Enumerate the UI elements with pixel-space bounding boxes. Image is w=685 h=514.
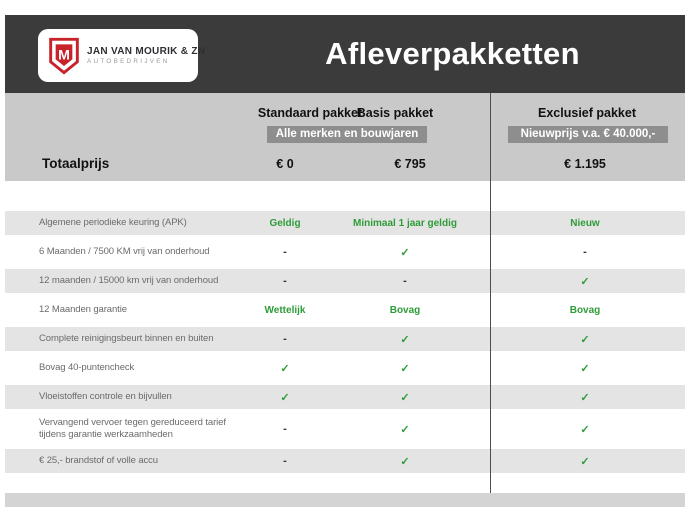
column-header-exclusief: Exclusief pakket — [538, 106, 636, 120]
dealer-logo — [38, 29, 206, 82]
total-price-basis: € 795 — [394, 157, 426, 171]
cell-basis: Bovag — [389, 304, 421, 316]
cell-standaard: - — [283, 246, 287, 258]
cell-basis: ✓ — [400, 333, 410, 346]
cell-standaard: - — [283, 275, 287, 287]
feature-table — [5, 181, 685, 493]
cell-exclusief: ✓ — [580, 333, 590, 346]
table-row — [5, 211, 685, 235]
dealer-logo-text — [87, 46, 205, 66]
table-row — [5, 327, 685, 351]
cell-basis: ✓ — [400, 362, 410, 375]
table-row — [5, 414, 685, 444]
feature-label: 6 Maanden / 7500 KM vrij van onderhoud — [39, 246, 210, 258]
feature-label: Vervangend vervoer tegen gereduceerd tarief tijdens garantie werkzaamheden — [39, 417, 226, 440]
cell-exclusief: ✓ — [580, 391, 590, 404]
column-header-standaard: Standaard pakket — [257, 106, 363, 120]
cell-exclusief: - — [583, 246, 587, 258]
table-row — [5, 298, 685, 322]
table-row — [5, 356, 685, 380]
column-divider — [490, 93, 491, 493]
feature-label: € 25,- brandstof of volle accu — [39, 455, 158, 467]
feature-label: Complete reinigingsbeurt binnen en buiten — [39, 333, 214, 345]
cell-basis: ✓ — [400, 423, 410, 436]
cell-exclusief: ✓ — [580, 362, 590, 375]
cell-basis: - — [403, 275, 407, 287]
badge-alle-merken: Alle merken en bouwjaren — [267, 126, 427, 143]
brand-shield-icon — [49, 37, 79, 75]
cell-standaard: ✓ — [280, 362, 290, 375]
dealer-name: JAN VAN MOURIK & ZN — [87, 45, 206, 57]
badge-nieuwprijs: Nieuwprijs v.a. € 40.000,- — [508, 126, 668, 143]
cell-exclusief: ✓ — [580, 275, 590, 288]
dealer-subtitle: AUTOBEDRIJVEN — [87, 58, 170, 66]
cell-standaard: Geldig — [269, 217, 301, 229]
footer-strip — [5, 493, 685, 507]
table-header-band — [5, 93, 685, 181]
cell-standaard: Wettelijk — [264, 304, 306, 316]
totals-label: Totaalprijs — [42, 156, 110, 171]
cell-basis: ✓ — [400, 455, 410, 468]
cell-exclusief: ✓ — [580, 423, 590, 436]
cell-standaard: - — [283, 455, 287, 467]
table-row — [5, 385, 685, 409]
cell-basis: ✓ — [400, 246, 410, 259]
cell-standaard: ✓ — [280, 391, 290, 404]
feature-label: Bovag 40-puntencheck — [39, 362, 135, 374]
header-bar — [5, 15, 685, 93]
cell-exclusief: Bovag — [569, 304, 601, 316]
cell-standaard: - — [283, 333, 287, 345]
column-header-basis: Basis pakket — [356, 106, 434, 120]
table-row — [5, 240, 685, 264]
feature-label: 12 Maanden garantie — [39, 304, 127, 316]
cell-exclusief: Nieuw — [570, 217, 600, 229]
cell-basis: Minimaal 1 jaar geldig — [353, 217, 457, 229]
table-row — [5, 449, 685, 473]
total-price-standaard: € 0 — [276, 157, 294, 171]
brand-monogram: M — [58, 46, 70, 63]
feature-label: 12 maanden / 15000 km vrij van onderhoud — [39, 275, 219, 287]
page-title: Afleverpakketten — [325, 36, 580, 71]
table-row — [5, 269, 685, 293]
cell-standaard: - — [283, 423, 287, 435]
total-price-exclusief: € 1.195 — [564, 157, 606, 171]
cell-basis: ✓ — [400, 391, 410, 404]
cell-exclusief: ✓ — [580, 455, 590, 468]
feature-label: Vloeistoffen controle en bijvullen — [39, 391, 172, 403]
feature-label: Algemene periodieke keuring (APK) — [39, 217, 187, 229]
